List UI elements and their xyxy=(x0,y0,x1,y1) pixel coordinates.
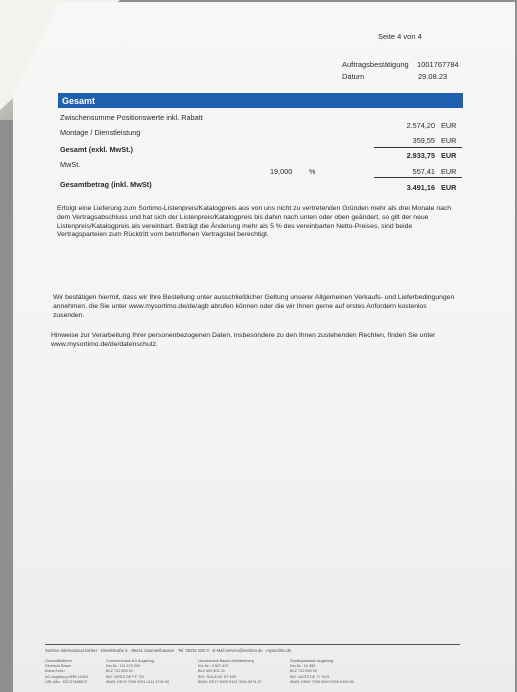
summary-value: 2.933,75 xyxy=(406,151,435,160)
vat-rate: 19,000 xyxy=(270,167,293,176)
footer-bank-commerzbank: Commerzbank AG Augsburg Kto.Nr.: 111 470 000 BLZ 720 800 01 BIC: DRES DE FF 720 IBAN: DE19 7208 0001 0111 4700 00 xyxy=(106,659,170,684)
section-title: Gesamt xyxy=(62,96,96,106)
date-label: Datum xyxy=(342,72,365,81)
summary-currency: EUR xyxy=(441,136,457,145)
summary-label: MwSt. xyxy=(60,160,81,169)
summary-value: 3.491,16 xyxy=(406,183,435,192)
summary-label: Montage / Dienstleistung xyxy=(60,128,141,137)
date-value: 29.08.23 xyxy=(418,72,448,81)
price-clause-paragraph: Erfolgt eine Lieferung zum Sortimo-Listenpreis/Katalogpreis aus von uns nicht zu vertretenden Gründen mehr als drei Monate nach dem Vertragsabschluss und hat sich der Listenpreis/Katalogpreis bis dahin nach unten oder oben geändert, so gilt der neue Listenpreis/Katalogpreis als vereinbart. Beträgt die Änderung mehr als 5 % des vereinbarten Netto-Preises, sind beide Vertragsparteien zum Rücktritt vom betroffenen Vertragsteil berechtigt. xyxy=(57,205,452,239)
summary-value: 557,41 xyxy=(412,167,435,176)
summary-value: 2.574,20 xyxy=(406,121,435,130)
footer-company-line: Sortimo International GmbH · Dieselstraße 5 · 86441 Zusmarshausen · Tel. 08291 850 0 · E-Mail service@sortimo.de · mysortimo.de xyxy=(45,648,292,653)
summary-label: Gesamtbetrag (inkl. MwSt) xyxy=(60,180,152,189)
summary-value: 359,55 xyxy=(412,136,435,145)
footer-management: Geschäftsführer Reinhold Braun Klaus Knörr AG Augsburg HRB 10424 USt-IdNr.: DE127488573 xyxy=(45,659,89,684)
summary-currency: EUR xyxy=(441,183,457,192)
footer-bank-lbbw: Landesbank Baden-Württemberg Kto.Nr.: 4 507 437 BLZ 600 501 01 BIC: SOLA DE ST 600 IBAN: DE17 6005 0101 0004 5074 37 xyxy=(198,659,262,684)
vat-rate-unit: % xyxy=(309,167,316,176)
summary-currency: EUR xyxy=(441,167,457,176)
order-number: 1001767784 xyxy=(417,60,459,69)
order-label: Auftragsbestätigung xyxy=(342,60,409,69)
summary-currency: EUR xyxy=(441,121,457,130)
summary-label: Gesamt (exkl. MwSt.) xyxy=(60,145,133,154)
footer-divider xyxy=(45,644,460,645)
total-rule xyxy=(374,177,462,178)
summary-label: Zwischensumme Positionswerte inkl. Rabatt xyxy=(60,113,203,122)
page-number: Seite 4 von 4 xyxy=(378,32,422,41)
terms-paragraph: Wir bestätigen hiermit, dass wir Ihre Bestellung unter ausschließlicher Geltung unserer Allgemeinen Verkaufs- und Lieferbedingungen annehmen, die Sie unter www.mysortimo.de/de/agb abrufen können oder die wir Ihnen gerne auf erstes Anfordern kostenlos zusenden. xyxy=(53,294,455,319)
section-header-band xyxy=(58,93,463,108)
privacy-paragraph: Hinweise zur Verarbeitung Ihrer personenbezogenen Daten, insbesondere zu den Ihnen zustehenden Rechten, finden Sie unter www.mysortimo.de/de/datenschutz. xyxy=(51,332,436,348)
sum-rule xyxy=(374,147,462,148)
footer-bank-sparkasse: Stadtsparkasse Augsburg Kto.Nr.: 19 380 BLZ 720 500 00 BIC: AUGS DE 77 XXX IBAN: DE60 7205 0000 0000 0193 80 xyxy=(290,659,354,684)
summary-currency: EUR xyxy=(441,151,457,160)
